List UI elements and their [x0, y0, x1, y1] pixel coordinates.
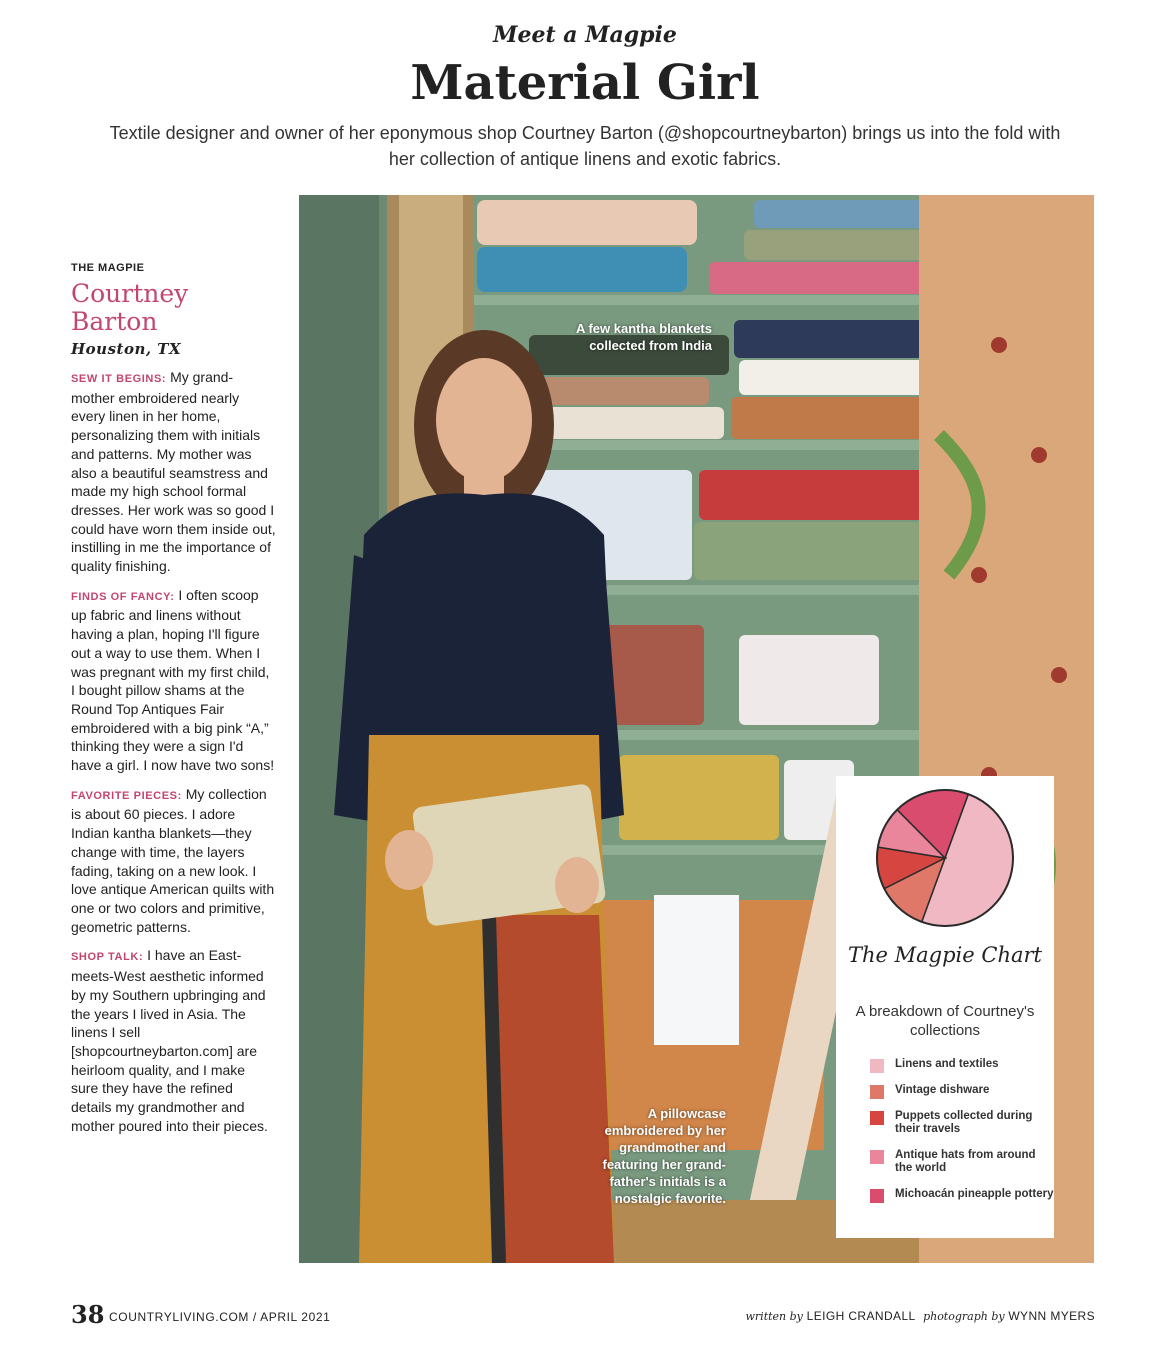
publication-line: COUNTRYLIVING.COM / APRIL 2021	[109, 1310, 331, 1324]
chart-subtitle: A breakdown of Courtney's collections	[855, 1003, 1035, 1039]
section-text: I have an East-meets-West aesthetic informed by my Southern upbringing and the years I lived in Asia. The linens I sell [shopcourtneybarton.com] are heirloom quality, and I make sure they have the refined details my grandmother and mother poured into their pieces.	[71, 947, 268, 1134]
chart-title: The Magpie Chart	[848, 943, 1042, 967]
section-finds-of-fancy	[71, 586, 276, 775]
legend-item	[870, 1110, 1054, 1136]
legend-label: Linens and textiles	[895, 1058, 999, 1070]
photo-by-label: photograph by	[923, 1310, 1005, 1323]
section-text: I often scoop up fabric and linens without having a plan, hoping I'll figure out a way to use them. When I was pregnant with my first child, I bought pillow shams at the Round Top Antiques Fair embroidered with a big pink “A,” thinking they were a sign I'd have a girl. I now have two sons!	[71, 586, 275, 774]
caption-pillowcase: A pillowcase embroidered by her grandmother and featuring her grand-father's initials is a nostalgic favorite.	[602, 1106, 726, 1206]
section-heading: FINDS OF FANCY:	[71, 590, 175, 603]
caption-kantha: A few kantha blankets collected from India	[575, 321, 712, 353]
photographer-name: WYNN MYERS	[1008, 1309, 1095, 1323]
section-heading: SHOP TALK:	[71, 951, 144, 964]
section-kicker: Meet a Magpie	[493, 22, 677, 48]
article-dek: Textile designer and owner of her eponymous shop Courtney Barton (@shopcourtneybarton) brings us into the fold with her collection of antique linens and exotic fabrics.	[109, 123, 1061, 169]
legend-item	[870, 1058, 1054, 1071]
legend-item	[870, 1149, 1054, 1175]
magpie-label: THE MAGPIE	[71, 262, 145, 274]
magpie-chart-panel	[836, 776, 1054, 1238]
section-heading: SEW IT BEGINS:	[71, 373, 167, 385]
pie-chart	[836, 776, 1054, 936]
legend-item	[870, 1188, 1054, 1201]
credits	[746, 1309, 1096, 1323]
legend-swatch	[870, 1085, 884, 1099]
section-shop-talk	[71, 946, 276, 1135]
section-text: My collection is about 60 pieces. I adore Indian kantha blankets—they change with time, the layers fading, taking on a new look. I love antique American quilts with one or two colors and primitive, geometric patterns.	[71, 785, 275, 935]
legend-label: Vintage dishware	[895, 1084, 990, 1096]
writer-name: LEIGH CRANDALL	[806, 1309, 916, 1323]
section-text: My grand-mother embroidered nearly every linen in her home, personalizing them with initials and patterns. My mother was also a beautiful seamstress and made my high school formal dresses. Her work was so good I could have worn them inside out, instilling in me the importance of quality finishing.	[71, 369, 276, 575]
legend-label: Michoacán pineapple pottery	[895, 1188, 1054, 1200]
article-title: Material Girl	[410, 55, 760, 111]
legend-swatch	[870, 1111, 884, 1125]
legend-swatch	[870, 1059, 884, 1073]
legend-swatch	[870, 1150, 884, 1164]
legend-swatch	[870, 1189, 884, 1203]
section-sew-it-begins	[71, 368, 276, 576]
page-number: 38	[71, 1300, 105, 1329]
written-by-label: written by	[745, 1310, 803, 1323]
magpie-sidebar	[71, 262, 276, 1135]
section-heading: FAVORITE PIECES:	[71, 789, 182, 802]
legend-label: Puppets collected during their travels	[895, 1110, 1033, 1135]
legend-label: Antique hats from around the world	[895, 1149, 1036, 1174]
magpie-location: Houston, TX	[71, 340, 182, 358]
legend-item	[870, 1084, 1054, 1097]
chart-legend	[870, 1058, 1054, 1214]
magpie-name: Courtney Barton	[71, 279, 189, 336]
section-favorite-pieces	[71, 785, 276, 937]
